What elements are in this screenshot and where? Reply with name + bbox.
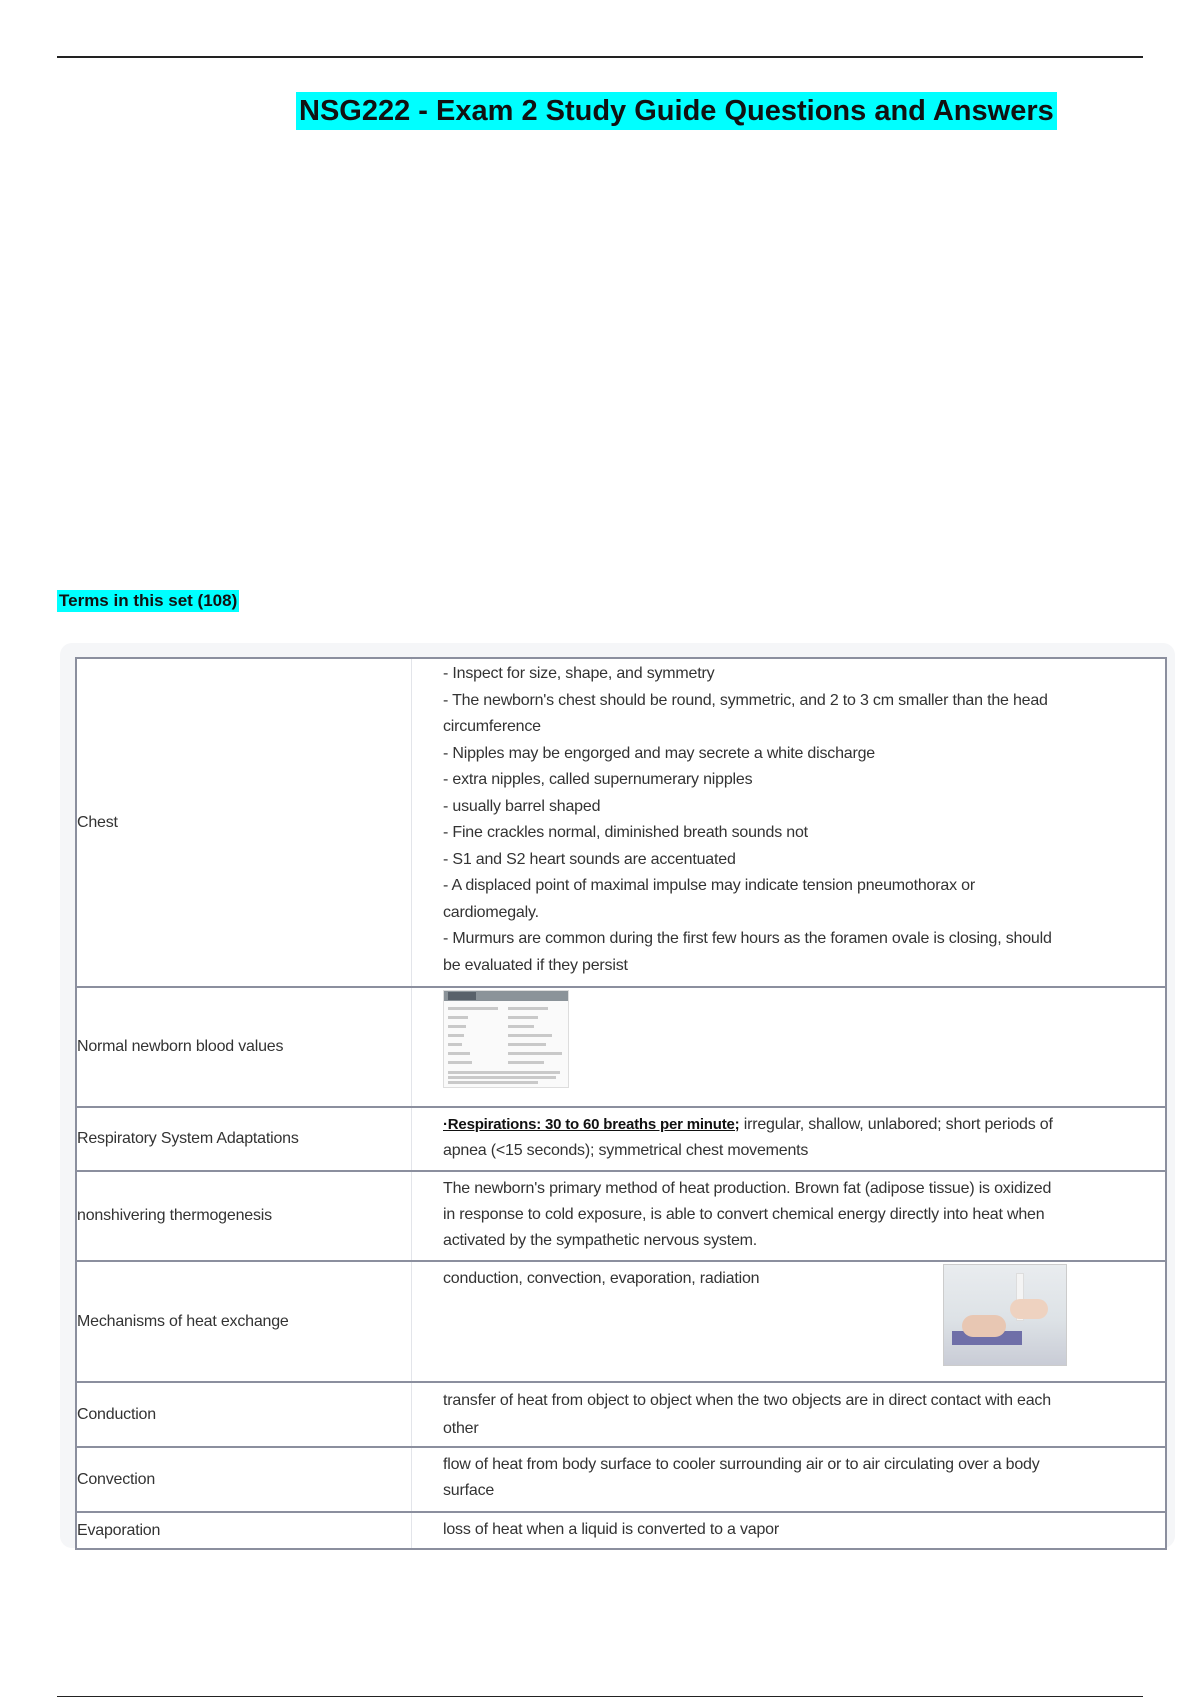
- definition-cell: The newborn's primary method of heat production. Brown fat (adipose tissue) is oxidized in response to cold exposure, is able to convert chemical energy directly into heat when activated by the sympathetic nervous system.: [443, 1180, 1052, 1249]
- definition-line: - extra nipples, called supernumerary nipples: [443, 771, 753, 788]
- terms-count-heading: Terms in this set (108): [59, 591, 238, 610]
- definition-line: - usually barrel shaped: [443, 797, 601, 815]
- table-row: [77, 1170, 1165, 1260]
- definition-line: - Inspect for size, shape, and symmetry: [443, 665, 715, 682]
- term-cell: Normal newborn blood values: [77, 988, 412, 1106]
- definition-cell: [412, 988, 1165, 1106]
- top-rule: [57, 56, 1143, 58]
- table-row: [77, 657, 1165, 986]
- definition-cell: [412, 1262, 1165, 1381]
- definition-text: conduction, convection, evaporation, radiation: [443, 1270, 760, 1287]
- definition-line: - Nipples may be engorged and may secrete a white discharge: [443, 744, 875, 762]
- term-cell: Respiratory System Adaptations: [77, 1108, 412, 1170]
- table-row: [77, 1260, 1165, 1381]
- term-cell: Chest: [77, 659, 412, 986]
- definition-cell: [412, 659, 1165, 986]
- definition-cell: loss of heat when a liquid is converted to a vapor: [443, 1521, 779, 1538]
- heat-exchange-photo: [943, 1264, 1067, 1366]
- definition-bold-text: ·Respirations: 30 to 60 breaths per minute;: [443, 1116, 740, 1133]
- term-cell: nonshivering thermogenesis: [77, 1172, 412, 1260]
- terms-table: [75, 657, 1167, 1550]
- definition-line: - Fine crackles normal, diminished breath sounds not: [443, 824, 808, 841]
- blood-values-table-image: [443, 990, 569, 1088]
- definition-text: irregular, shallow, unlabored; short periods of apnea (<15 seconds); symmetrical chest movements: [443, 1116, 1053, 1159]
- term-cell: Conduction: [77, 1383, 412, 1446]
- definition-line: - Murmurs are common during the first few hours as the foramen ovale is closing, should be evaluated if they persist: [443, 930, 1052, 974]
- table-row: [77, 986, 1165, 1106]
- definition-line: - The newborn's chest should be round, symmetric, and 2 to 3 cm smaller than the head circumference: [443, 691, 1048, 735]
- definition-line: - A displaced point of maximal impulse may indicate tension pneumothorax or cardiomegaly.: [443, 877, 975, 921]
- definition-cell: transfer of heat from object to object when the two objects are in direct contact with each other: [443, 1392, 1051, 1437]
- term-cell: Evaporation: [77, 1513, 412, 1548]
- table-row: [77, 1446, 1165, 1511]
- table-row: [77, 1511, 1165, 1550]
- document-title: NSG222 - Exam 2 Study Guide Questions and Answers: [296, 92, 1057, 130]
- table-row: [77, 1106, 1165, 1170]
- definition-cell: [412, 1108, 1165, 1170]
- definition-line: - S1 and S2 heart sounds are accentuated: [443, 850, 736, 868]
- definition-cell: flow of heat from body surface to cooler surrounding air or to air circulating over a body surface: [443, 1456, 1040, 1499]
- bottom-rule: [57, 1696, 1143, 1697]
- term-cell: Mechanisms of heat exchange: [77, 1262, 412, 1381]
- term-cell: Convection: [77, 1448, 412, 1511]
- table-row: [77, 1381, 1165, 1446]
